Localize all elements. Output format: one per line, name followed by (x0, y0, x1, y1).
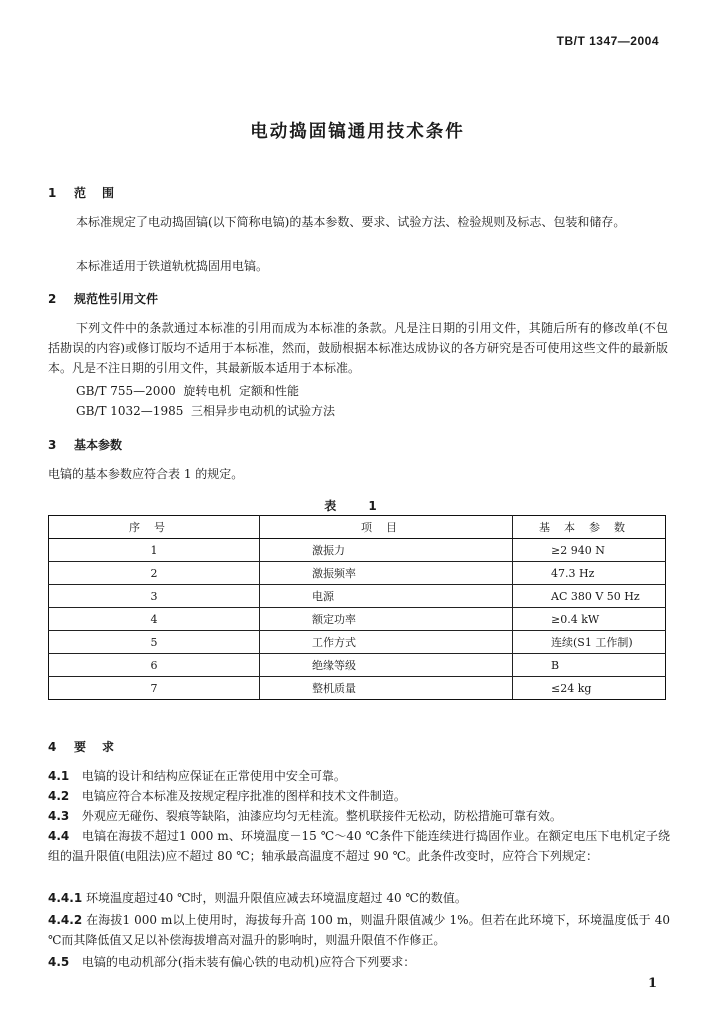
row-value: B (513, 654, 666, 677)
row-item: 激振频率 (260, 562, 513, 585)
row-item: 绝缘等级 (260, 654, 513, 677)
row-number: 7 (49, 677, 260, 700)
row-value: 连续(S1 工作制) (513, 631, 666, 654)
clause-number: 4.1 (48, 769, 70, 783)
table-row (49, 562, 666, 585)
row-item: 额定功率 (260, 608, 513, 631)
section-title: 基本参数 (74, 438, 123, 452)
column-header-no: 序号 (49, 516, 260, 539)
clause-number: 4.4.2 (48, 913, 83, 927)
clause-number: 4.4 (48, 829, 70, 843)
clause-4-1 (48, 766, 670, 786)
clause-text: 电镐在海拔不超过1 000 m、环境温度－15 ℃～40 ℃条件下能连续进行捣固作业。在额定电压下电机定子绕组的温升限值(电阻法)应不超过 80 ℃；轴承最高温度不超过 90 ℃。此条件改变时，应符合下列规定： (48, 829, 670, 863)
row-number: 6 (49, 654, 260, 677)
section-3-heading (48, 436, 122, 453)
document-code: TB/T 1347—2004 (556, 34, 659, 48)
clause-4-4-1 (48, 888, 670, 908)
section-2-paragraph: 下列文件中的条款通过本标准的引用而成为本标准的条款。凡是注日期的引用文件，其随后所有的修改单(不包括勘误的内容)或修订版均不适用于本标准，然而，鼓励根据本标准达成协议的各方研究是否可使用这些文件的最新版本。凡是不注日期的引用文件，其最新版本适用于本标准。 (48, 321, 668, 375)
section-1-paragraph-2: 本标准适用于铁道轨枕捣固用电镐。 (76, 259, 269, 273)
clause-4-5 (48, 952, 670, 972)
row-item: 激振力 (260, 539, 513, 562)
row-number: 1 (49, 539, 260, 562)
clause-text: 外观应无碰伤、裂痕等缺陷，油漆应均匀无桂流。整机联接件无松动，防松措施可靠有效。 (81, 809, 562, 823)
table-row (49, 631, 666, 654)
clause-number: 4.5 (48, 955, 70, 969)
row-item: 工作方式 (260, 631, 513, 654)
row-number: 2 (49, 562, 260, 585)
clause-text: 电镐的设计和结构应保证在正常使用中安全可靠。 (81, 769, 346, 783)
section-4-heading (48, 738, 130, 755)
reference-item: GB/T 1032—1985 三相异步电动机的试验方法 (76, 404, 335, 418)
row-item: 电源 (260, 585, 513, 608)
row-value: ≥0.4 kW (513, 608, 666, 631)
clause-text: 电镐的电动机部分(指未装有偏心铁的电动机)应符合下列要求： (81, 955, 416, 969)
page-title: 电动捣固镐通用技术条件 (250, 122, 465, 142)
reference-item: GB/T 755—2000 旋转电机 定额和性能 (76, 384, 299, 398)
section-title: 范围 (74, 186, 131, 200)
clause-text: 电镐应符合本标准及按规定程序批准的图样和技术文件制造。 (81, 789, 406, 803)
table-caption: 表 1 (324, 499, 391, 513)
clause-4-4 (48, 826, 670, 866)
row-number: 3 (49, 585, 260, 608)
section-2-heading (48, 290, 158, 307)
row-value: ≤24 kg (513, 677, 666, 700)
clause-number: 4.2 (48, 789, 70, 803)
clause-text: 环境温度超过40 ℃时，则温升限值应减去环境温度超过 40 ℃的数值。 (86, 891, 467, 905)
column-header-item: 项目 (260, 516, 513, 539)
row-value: ≥2 940 N (513, 539, 666, 562)
row-item: 整机质量 (260, 677, 513, 700)
clause-number: 4.3 (48, 809, 70, 823)
clause-number: 4.4.1 (48, 891, 83, 905)
section-title: 规范性引用文件 (74, 292, 159, 306)
row-number: 4 (49, 608, 260, 631)
section-1-heading (48, 184, 130, 201)
table-row (49, 539, 666, 562)
table-row (49, 585, 666, 608)
column-header-value: 基本参数 (513, 516, 666, 539)
row-value: 47.3 Hz (513, 562, 666, 585)
table-row (49, 677, 666, 700)
section-number: 1 (48, 186, 57, 200)
table-row (49, 608, 666, 631)
clause-4-2 (48, 786, 670, 806)
section-3-paragraph: 电镐的基本参数应符合表 1 的规定。 (48, 467, 244, 481)
clause-text: 在海拔1 000 m以上使用时，海拔每升高 100 m，则温升限值减少 1%。但若在此环境下，环境温度低于 40 ℃而其降低值又足以补偿海拔增高对温升的影响时，则温升限值不作修正。 (48, 913, 670, 947)
table-header-row (49, 516, 666, 539)
page-number: 1 (647, 976, 657, 991)
row-number: 5 (49, 631, 260, 654)
row-value: AC 380 V 50 Hz (513, 585, 666, 608)
section-number: 4 (48, 740, 57, 754)
section-number: 3 (48, 438, 57, 452)
parameter-table (48, 515, 666, 700)
table-row (49, 654, 666, 677)
section-number: 2 (48, 292, 57, 306)
clause-4-3 (48, 806, 670, 826)
section-title: 要求 (74, 740, 131, 754)
section-1-paragraph-1: 本标准规定了电动捣固镐(以下简称电镐)的基本参数、要求、试验方法、检验规则及标志、包装和储存。 (76, 215, 626, 229)
clause-4-4-2 (48, 910, 670, 950)
